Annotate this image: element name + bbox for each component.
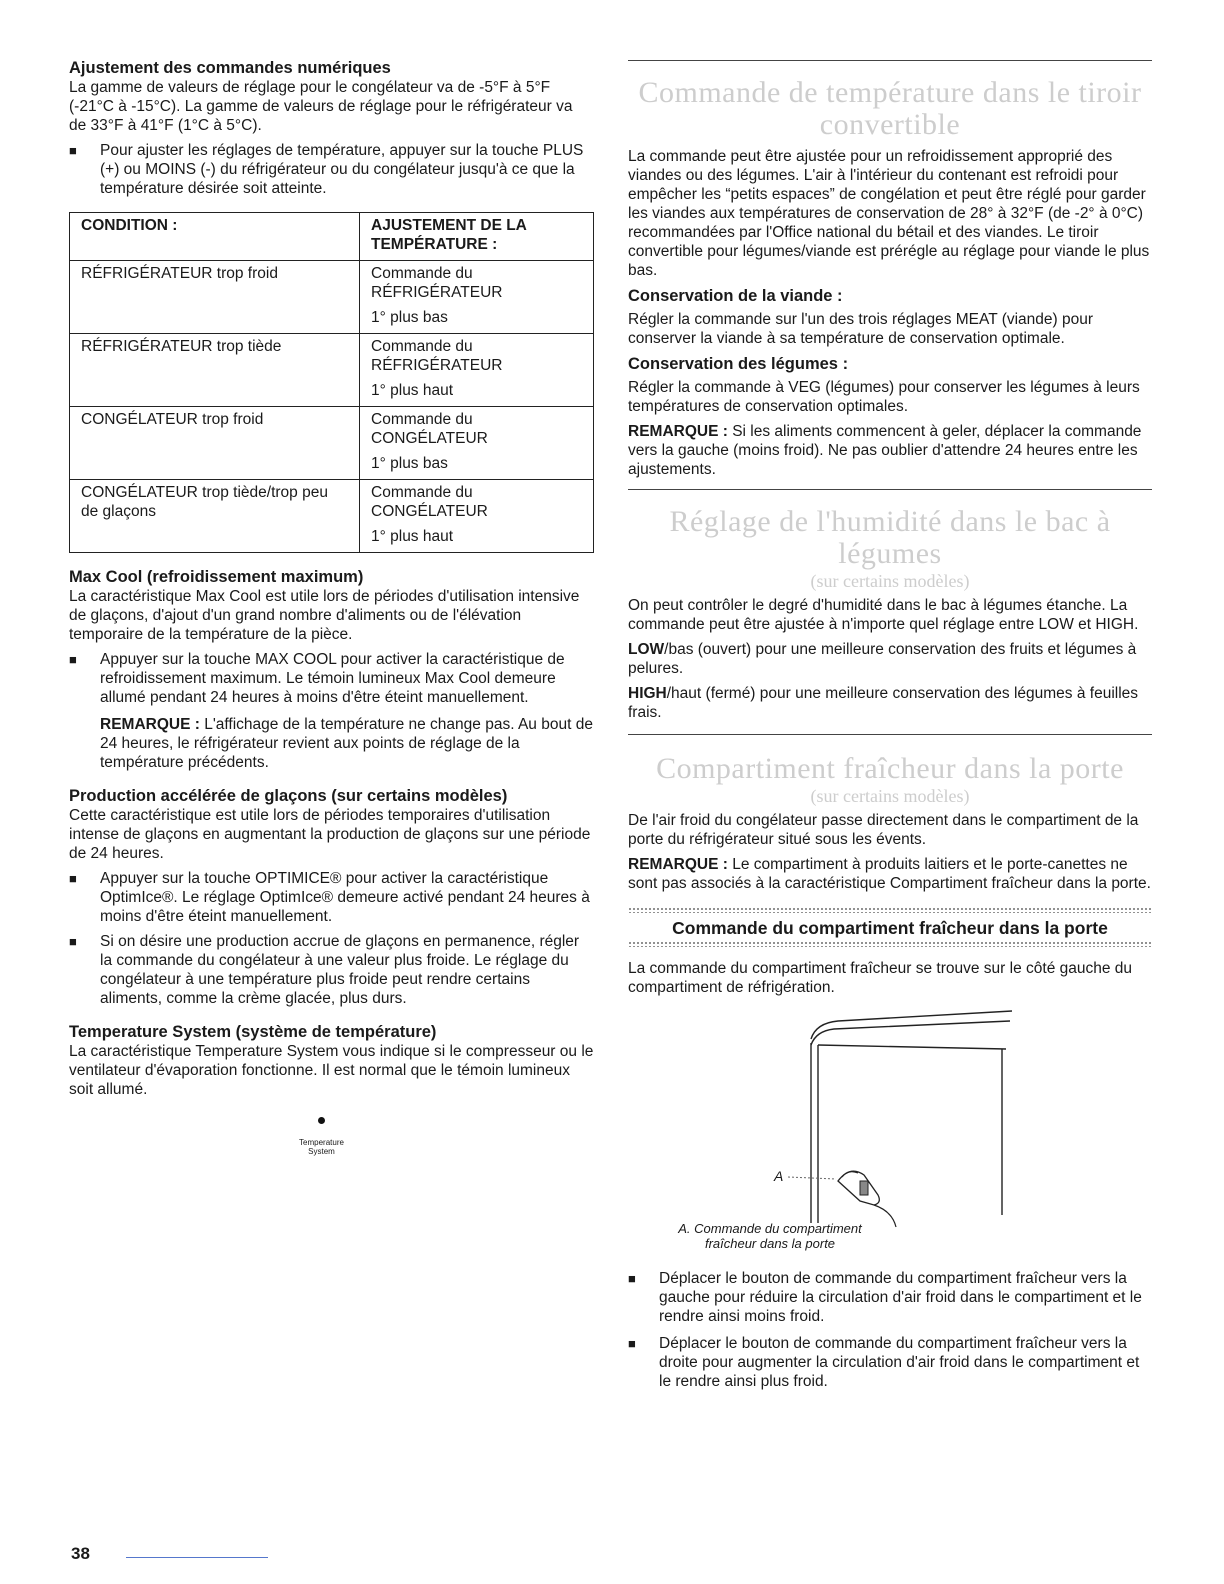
bullet-square-icon: ■ [69, 934, 77, 949]
table-row [70, 480, 594, 553]
subheading-certain-models: (sur certains modèles) [810, 571, 970, 591]
right-column [628, 60, 1152, 1391]
paragraph-vegetable-storage: Régler la commande à VEG (légumes) pour conserver les légumes à leurs températures de conservation optimales. [628, 379, 1140, 415]
table-cell-condition: RÉFRIGÉRATEUR trop tiède [70, 334, 360, 407]
table-cell-condition: CONGÉLATEUR trop tiède/trop peu de glaçons [70, 480, 360, 553]
condition-table [69, 212, 594, 553]
temperature-system-indicator: Temperature System [49, 1117, 594, 1156]
section-divider [628, 734, 1152, 735]
table-cell-condition: CONGÉLATEUR trop froid [70, 407, 360, 480]
paragraph-accelerated-ice: Cette caractéristique est utile lors de périodes temporaires d'utilisation intense de glaçons en augmentant la production de glaçons sur une période de 24 heures. [69, 807, 591, 862]
paragraph-door-compartment: De l'air froid du congélateur passe directement dans le compartiment de la porte du réfrigérateur situé sous les évents. [628, 812, 1139, 848]
bullet-square-icon: ■ [628, 1336, 636, 1351]
bullet-permanent-ice: ■ Si on désire une production accrue de glaçons en permanence, régler la commande du congélateur à une valeur plus froide. Le réglage du congélateur à une température plus froide peut rendre certains aliments, comme la crème glacée, plus durs. [69, 933, 580, 1007]
paragraph-convertible-drawer: La commande peut être ajustée pour un refroidissement approprié des viandes ou des légumes. L'air à l'intérieur du contenant est refroidi pour empêcher les “petits espaces” de congélation et peut être réglé pour garder les viandes aux températures de conservation de 28° à 32°F (de -2° à 0°C) recommandées par l'Office national du bétail et des viandes. Le tiroir convertible pour légumes/viande est prérégle au réglage pour viande le plus bas. [628, 148, 1150, 279]
bullet-square-icon: ■ [69, 652, 77, 667]
paragraph-high-setting: HIGH/haut (fermé) pour une meilleure conservation des légumes à feuilles frais. [628, 685, 1139, 721]
compartment-control-illustration [628, 1005, 1152, 1233]
paragraph-max-cool: La caractéristique Max Cool est utile lors de périodes d'utilisation intensive de glaçons, d'ajout d'un grand nombre d'aliments ou de l'élévation temporaire de la température de la pièce. [69, 588, 580, 643]
note-door-compartment: REMARQUE : Le compartiment à produits laitiers et le porte-canettes ne sont pas associés à la caractéristique Compartiment fraîcheur dans la porte. [628, 856, 1151, 892]
note-convertible-drawer: REMARQUE : Si les aliments commencent à geler, déplacer la commande vers la gauche (moins froid). Ne pas oublier d'attendre 24 heures entre les ajustements. [628, 423, 1142, 478]
paragraph-low-setting: LOW/bas (ouvert) pour une meilleure conservation des fruits et légumes à pelures. [628, 641, 1137, 677]
table-header-adjustment: AJUSTEMENT DE LA TEMPÉRATURE : [360, 213, 594, 261]
section-divider [628, 60, 1152, 61]
table-cell-adjustment: Commande du CONGÉLATEUR 1° plus haut [360, 480, 594, 553]
paragraph-crisper-humidity: On peut contrôler le degré d'humidité dans le bac à légumes étanche. La commande peut être ajustée à n'importe quel réglage entre LOW et HIGH. [628, 597, 1139, 633]
table-row [70, 334, 594, 407]
table-cell-adjustment: Commande du RÉFRIGÉRATEUR 1° plus bas [360, 261, 594, 334]
table-header-row [70, 213, 594, 261]
figure-caption: A. Commande du compartiment fraîcheur dans la porte [678, 1221, 862, 1251]
table-cell-adjustment: Commande du CONGÉLATEUR 1° plus bas [360, 407, 594, 480]
table-cell-condition: RÉFRIGÉRATEUR trop froid [70, 261, 360, 334]
section-divider [628, 489, 1152, 490]
paragraph-control-location: La commande du compartiment fraîcheur se trouve sur le côté gauche du compartiment de réfrigération. [628, 960, 1133, 996]
heading-vegetable-storage: Conservation des légumes : [628, 355, 849, 373]
table-cell-adjustment: Commande du RÉFRIGÉRATEUR 1° plus haut [360, 334, 594, 407]
bullet-square-icon: ■ [69, 143, 77, 158]
footer-divider [126, 1557, 268, 1558]
subheading-certain-models: (sur certains modèles) [810, 786, 970, 806]
table-row [70, 407, 594, 480]
heading-max-cool: Max Cool (refroidissement maximum) [69, 568, 364, 586]
figure-callout-a: A [774, 1168, 784, 1184]
heading-temperature-system: Temperature System (système de température) [69, 1023, 437, 1041]
table-header-condition: CONDITION : [70, 213, 360, 261]
note-max-cool: REMARQUE : L'affichage de la température ne change pas. Au bout de 24 heures, le réfrigérateur revient aux points de réglage de la température précédents. [100, 716, 593, 771]
heading-convertible-drawer: Commande de température dans le tiroir convertible [638, 76, 1142, 141]
heading-crisper-humidity: Réglage de l'humidité dans le bac à légumes [669, 505, 1111, 570]
bullet-max-cool: ■ Appuyer sur la touche MAX COOL pour activer la caractéristique de refroidissement maximum. Le témoin lumineux Max Cool demeure allumé pendant 24 heures à moins d'être éteint manuellement. [69, 651, 565, 706]
bullet-move-right: ■ Déplacer le bouton de commande du compartiment fraîcheur vers la droite pour augmenter la circulation d'air froid dans le compartiment et le rendre ainsi plus froid. [628, 1335, 1140, 1390]
indicator-light-icon [318, 1117, 325, 1124]
bullet-square-icon: ■ [69, 871, 77, 886]
table-row [70, 261, 594, 334]
heading-door-compartment: Compartiment fraîcheur dans la porte [656, 752, 1124, 785]
door-compartment-figure [628, 1005, 1152, 1255]
bullet-square-icon: ■ [628, 1271, 636, 1286]
heading-door-compartment-control: Commande du compartiment fraîcheur dans la porte [672, 918, 1108, 938]
paragraph-control-ranges: La gamme de valeurs de réglage pour le congélateur va de -5°F à 5°F (-21°C à -15°C). La gamme de valeurs de réglage pour le réfrigérateur va de 33°F à 41°F (1°C à 5°C). [69, 79, 573, 134]
page-number: 38 [71, 1544, 90, 1563]
dotted-divider [628, 941, 1152, 947]
bullet-move-left: ■ Déplacer le bouton de commande du compartiment fraîcheur vers la gauche pour réduire la circulation d'air froid dans le compartiment et le rendre ainsi moins froid. [628, 1270, 1142, 1325]
heading-accelerated-ice: Production accélérée de glaçons (sur certains modèles) [69, 787, 508, 805]
bullet-optimice: ■ Appuyer sur la touche OPTIMICE® pour activer la caractéristique OptimIce®. Le réglage OptimIce® demeure activé pendant 24 heures à moins d'être éteint manuellement. [69, 870, 590, 925]
left-column [69, 58, 594, 1156]
paragraph-meat-storage: Régler la commande sur l'un des trois réglages MEAT (viande) pour conserver la viande à sa température de conservation optimale. [628, 311, 1094, 347]
heading-meat-storage: Conservation de la viande : [628, 287, 843, 305]
heading-digital-controls: Ajustement des commandes numériques [69, 59, 391, 77]
paragraph-temperature-system: La caractéristique Temperature System vous indique si le compresseur ou le ventilateur d'évaporation fonctionne. Il est normal que le témoin lumineux soit allumé. [69, 1043, 594, 1098]
bullet-adjust-settings: ■ Pour ajuster les réglages de température, appuyer sur la touche PLUS (+) ou MOINS (-) du réfrigérateur ou du congélateur jusqu'à ce que la température désirée soit atteinte. [69, 142, 584, 197]
